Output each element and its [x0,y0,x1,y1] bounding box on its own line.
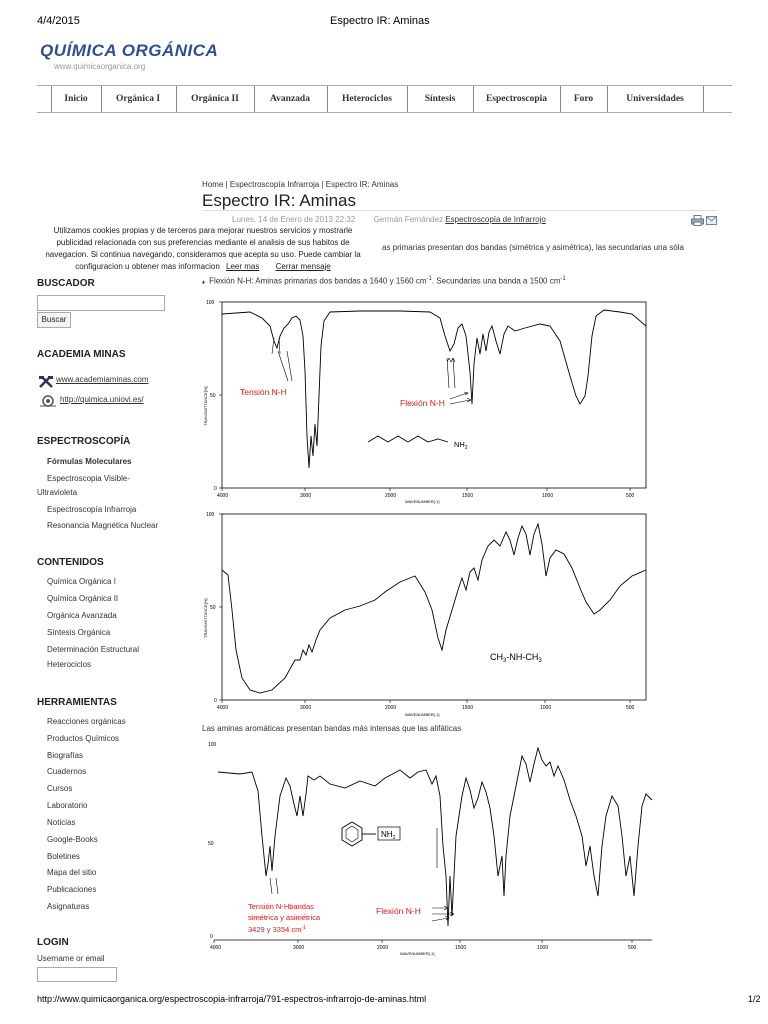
x-tick-label: 1500 [455,945,467,951]
sidebar-item-uv-vis-cont[interactable]: Ultravioleta [37,488,78,497]
herramientas-heading: HERRAMIENTAS [37,697,117,708]
tension-label-2: simétrica y asimétrica [248,913,321,922]
nav-item-avanzada[interactable]: Avanzada [270,94,310,104]
cookie-text: Utilizamos cookies propias y de terceros para mejorar nuestros servicios y mostrarle publicidad relacionada con sus preferencias mediante el analisis de sus habitos de navegacion. Si continua navegando, consideramos que acepta su uso. Puede cambiar la configuracion u obtener mas informacion [45,226,361,271]
cookie-notice [40,225,366,273]
article-author: Germán Fernández [373,215,444,224]
y-axis-label: TRANSMITTANCE[%] [203,598,208,638]
footer-page-number: 1/2 [748,994,761,1004]
y-tick-label: 0 [214,486,217,492]
site-url: www.quimicaorganica.org [54,62,146,71]
ir-spectrum-1 [200,296,652,504]
x-tick-label: 2000 [385,705,397,711]
x-tick-label: 500 [626,705,635,711]
nav-item-organica-1[interactable]: Orgánica I [115,94,161,104]
x-tick-label: 1000 [537,945,549,951]
aromatic-note: Las aminas aromáticas presentan bandas más intensas que las alifáticas [202,724,462,733]
cookie-close-link[interactable]: Cerrar mensaje [275,262,331,271]
article-date: Lunes, 14 de Enero de 2013 22:32 [232,215,356,224]
intro-text: as primarias presentan dos bandas (simétrica y asimétrica), las secundarias una sóla [382,243,684,252]
sidebar-item-mapa[interactable]: Mapa del sitio [47,868,97,877]
amine-formula: $NH_2$ [454,440,468,451]
search-input[interactable] [37,295,165,311]
sidebar-item-noticias[interactable]: Noticias [47,818,76,827]
nav-item-heterociclos[interactable]: Heterociclos [342,94,392,104]
y-tick-label: 50 [210,393,216,399]
x-tick-label: 4000 [217,705,229,711]
main-nav [37,85,732,113]
sidebar-item-boletines[interactable]: Boletines [47,852,80,861]
article-meta [232,215,546,224]
x-tick-label: 3000 [300,705,312,711]
sidebar-item-uv-vis[interactable]: Espectroscopia Visible- [47,474,131,483]
y-tick-label: 0 [214,698,217,704]
sidebar-item-reacciones[interactable]: Reacciones orgánicas [47,717,126,726]
nav-item-espectroscopia[interactable]: Espectroscopia [485,94,548,104]
x-tick-label: 500 [628,945,637,951]
cookie-read-more-link[interactable]: Leer mas [226,262,260,271]
nav-item-inicio[interactable]: Inicio [64,94,88,104]
sidebar-item-sintesis[interactable]: Síntesis Orgánica [47,628,111,637]
sidebar-item-asignaturas[interactable]: Asignaturas [47,902,90,911]
x-tick-label: 3000 [293,945,305,951]
login-heading: LOGIN [37,937,69,948]
sidebar-item-heterociclos[interactable]: Heterociclos [47,660,92,669]
y-tick-label: 100 [206,512,215,518]
tension-label-3: 3429 y 3354 $cm^{-1}$ [248,925,306,934]
x-tick-label: 2000 [377,945,389,951]
ir-spectrum-2 [200,510,652,720]
dimethylamine-formula: $CH_3-NH-CH_3$ [490,652,542,664]
academia-heading: ACADEMIA MINAS [37,349,126,360]
sidebar-item-cursos[interactable]: Cursos [47,784,73,793]
y-tick-label: 50 [210,605,216,611]
x-tick-label: 4000 [217,493,229,499]
tension-label: Tensión N-H [240,387,287,397]
tension-label-1: Tensión N-Hbandas [248,902,314,911]
print-icon[interactable] [691,215,704,226]
x-tick-label: 1000 [540,705,552,711]
hammers-icon [38,375,54,389]
uniovi-link[interactable]: http://quimica.uniovi.es/ [60,395,144,404]
sidebar-item-productos[interactable]: Productos Químicos [47,734,120,743]
x-tick-label: 1500 [462,493,474,499]
buscador-heading: BUSCADOR [37,278,95,289]
y-tick-label: 100 [208,742,217,748]
sidebar-item-biografias[interactable]: Biografías [47,751,84,760]
plot-frame [222,514,646,700]
username-label: Username or email [37,954,105,963]
ir-spectrum-3 [200,736,656,972]
sidebar-item-rmn[interactable]: Resonancia Magnética Nuclear [47,521,159,530]
y-tick-label: 100 [206,300,215,306]
sidebar-item-publicaciones[interactable]: Publicaciones [47,885,97,894]
x-tick-label: 3000 [300,493,312,499]
y-axis-label: TRANSMITTANCE[%] [203,386,208,426]
article-category-link[interactable]: Espectroscopía de Infrarrojo [445,215,546,224]
sidebar-item-qo1[interactable]: Química Orgánica I [47,577,116,586]
x-axis-label: WAVENUMBER[-1] [405,499,440,504]
x-tick-label: 4000 [210,945,222,951]
tick-marks [214,940,632,943]
contenidos-heading: CONTENIDOS [37,557,104,568]
nav-item-organica-2[interactable]: Orgánica II [191,94,239,104]
sidebar-item-avanzada[interactable]: Orgánica Avanzada [47,611,117,620]
email-icon[interactable] [706,216,717,225]
academia-link[interactable]: www.academiaminas.com [56,375,149,384]
x-tick-label: 500 [626,493,635,499]
flexion-note: ♦ Flexión N-H: Aminas primarias dos bandas a 1640 y 1560 $cm^{-1}$. Secundarias una banda a 1500 $cm^{-1}$ [202,276,566,286]
x-tick-label: 1500 [462,705,474,711]
espectroscopia-heading: ESPECTROSCOPÍA [37,436,131,447]
sidebar-item-determinacion[interactable]: Determinación Estructural [47,645,140,654]
print-title: Espectro IR: Aminas [330,15,430,27]
flexion-label: Flexión N-H [376,906,421,916]
nav-item-sintesis[interactable]: Síntesis [424,94,456,104]
footer-url: http://www.quimicaorganica.org/espectroscopia-infrarroja/791-espectros-infrarrojo-de-aminas.html [37,994,427,1004]
nav-item-universidades[interactable]: Universidades [626,94,684,104]
sidebar-item-qo2[interactable]: Química Orgánica II [47,594,119,603]
sidebar-item-google-books[interactable]: Google-Books [47,835,98,844]
y-tick-label: 50 [208,841,214,847]
search-button[interactable]: Buscar [37,312,71,328]
y-tick-label: 0 [210,934,213,940]
print-date: 4/4/2015 [37,15,80,27]
breadcrumb[interactable]: Home | Espectroscopía Infrarroja | Espectro IR: Aminas [202,180,399,189]
aniline-formula: $NH_2$ [381,830,396,841]
sidebar-item-ir[interactable]: Espectroscopía Infrarroja [47,505,137,514]
nav-item-foro[interactable]: Foro [573,94,594,104]
flexion-label: Flexión N-H [400,398,445,408]
site-title[interactable]: QUÍMICA ORGÁNICA [40,41,219,60]
x-axis-label: WAVENUMBER[-1] [400,951,435,956]
x-tick-label: 2000 [385,493,397,499]
nav-divider [703,86,704,112]
sidebar-item-laboratorio[interactable]: Laboratorio [47,801,88,810]
university-logo-icon [38,394,58,408]
x-tick-label: 1000 [542,493,554,499]
sidebar-item-cuadernos[interactable]: Cuadernos [47,767,87,776]
sidebar-item-formulas[interactable]: Fórmulas Moleculares [47,457,132,466]
x-axis-label: WAVENUMBER[-1] [405,712,440,717]
title-divider [202,210,718,211]
username-input[interactable] [37,967,117,982]
page-title: Espectro IR: Aminas [202,191,357,210]
